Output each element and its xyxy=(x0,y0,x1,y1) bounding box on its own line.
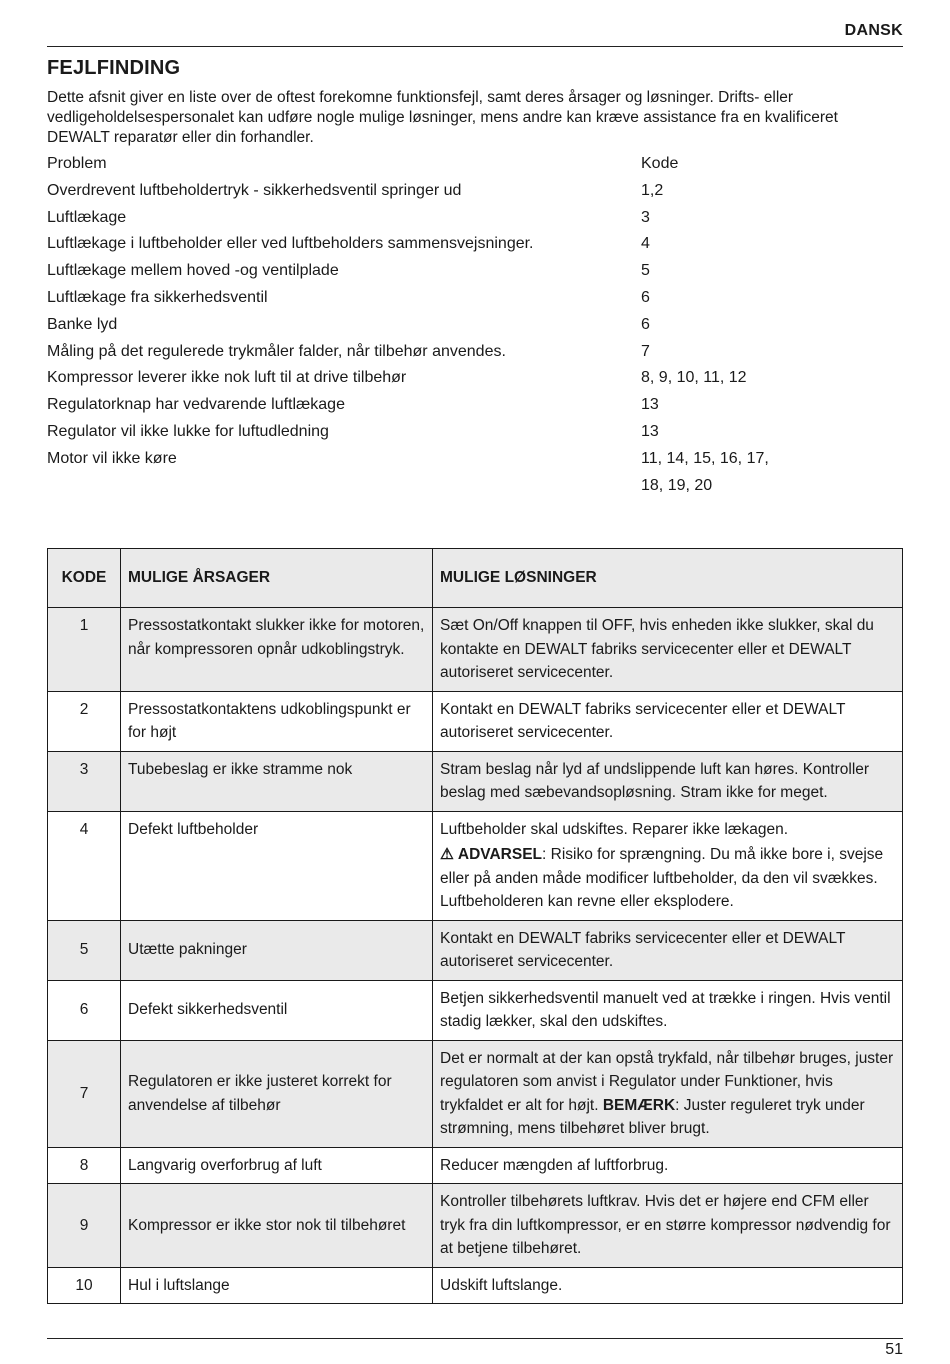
cell-solution xyxy=(433,811,903,920)
problem-code: 13 xyxy=(641,422,659,440)
problem-row xyxy=(47,285,897,312)
problem-code-continuation: 18, 19, 20 xyxy=(641,476,713,494)
language-label: DANSK xyxy=(844,22,903,39)
problem-list xyxy=(47,151,897,499)
solution-text: Luftbeholder skal udskiftes. Reparer ikke lækagen. xyxy=(440,820,789,838)
problem-text: Luftlækage i luftbeholder eller ved luftbeholders sammensvejsninger. xyxy=(47,235,534,253)
table-row xyxy=(48,920,903,980)
problem-code: 8, 9, 10, 11, 12 xyxy=(641,369,747,387)
col-header-causes: MULIGE ÅRSAGER xyxy=(121,549,433,608)
header-rule xyxy=(47,46,903,47)
problem-code: 5 xyxy=(641,262,650,280)
problem-code: 7 xyxy=(641,342,650,360)
solution-text: Reducer mængden af luftforbrug. xyxy=(440,1156,669,1174)
problem-text: Overdrevent luftbeholdertryk - sikkerhedsventil springer ud xyxy=(47,181,462,199)
solution-text: Udskift luftslange. xyxy=(440,1276,563,1294)
solution-text: Kontroller tilbehørets luftkrav. Hvis det er højere end CFM eller tryk fra din luftkompressor, er en større kompressor nødvendig for at betjene tilbehøret. xyxy=(440,1193,891,1257)
problem-row xyxy=(47,258,897,285)
table-row xyxy=(48,811,903,920)
page-number: 51 xyxy=(885,1341,903,1358)
warning-label: ADVARSEL xyxy=(457,846,543,863)
problem-row xyxy=(47,178,897,205)
cell-solution xyxy=(433,1147,903,1184)
cell-code: 10 xyxy=(48,1267,121,1304)
problem-code: 3 xyxy=(641,208,650,226)
cell-code: 9 xyxy=(48,1184,121,1268)
table-row xyxy=(48,1267,903,1304)
cell-cause: Defekt luftbeholder xyxy=(121,811,433,920)
cell-code: 5 xyxy=(48,920,121,980)
problem-code: 11, 14, 15, 16, 17, xyxy=(641,449,769,467)
problem-row xyxy=(47,446,897,473)
table-row xyxy=(48,980,903,1040)
cell-code: 6 xyxy=(48,980,121,1040)
cell-cause: Kompressor er ikke stor nok til tilbehøret xyxy=(121,1184,433,1268)
problem-code: 13 xyxy=(641,396,659,414)
cell-code: 4 xyxy=(48,811,121,920)
table-row xyxy=(48,691,903,751)
cell-solution xyxy=(433,1184,903,1268)
solution-text: Sæt On/Off knappen til OFF, hvis enheden ikke slukker, skal du kontakte en DEWALT fabriks servicecenter eller et DEWALT autoriseret servicecenter. xyxy=(440,617,874,681)
cell-solution xyxy=(433,980,903,1040)
problem-code: 4 xyxy=(641,235,650,253)
cell-solution xyxy=(433,691,903,751)
table-header-row xyxy=(48,549,903,608)
problem-text: Regulator vil ikke lukke for luftudledning xyxy=(47,422,329,440)
warning-triangle-icon: ⚠ xyxy=(440,846,454,863)
cell-cause: Langvarig overforbrug af luft xyxy=(121,1147,433,1184)
cell-solution xyxy=(433,608,903,692)
footer-rule xyxy=(47,1338,903,1339)
troubleshooting-table xyxy=(47,548,903,1304)
problem-header: Problem xyxy=(47,155,107,172)
cell-cause: Defekt sikkerhedsventil xyxy=(121,980,433,1040)
problem-row xyxy=(47,339,897,366)
problem-row xyxy=(47,231,897,258)
problem-text: Kompressor leverer ikke nok luft til at drive tilbehør xyxy=(47,369,407,387)
cell-code: 2 xyxy=(48,691,121,751)
cell-code: 8 xyxy=(48,1147,121,1184)
warning-text: : Risiko for sprængning. Du må ikke bore i, svejse eller på anden måde modificer luftbeholder, da den vil svækkes. Luftbeholderen kan revne eller eksplodere. xyxy=(440,846,884,910)
problem-code: 1,2 xyxy=(641,181,664,199)
problem-text: Luftlækage mellem hoved -og ventilplade xyxy=(47,262,339,280)
cell-code: 1 xyxy=(48,608,121,692)
note-label: BEMÆRK xyxy=(602,1096,676,1114)
intro-paragraph: Dette afsnit giver en liste over de oftest forekomne funktionsfejl, samt deres årsager og løsninger. Drifts- eller vedligeholdelsespersonalet kan udføre nogle mulige løsninger, mens andre kan kræve assistance fra en kvalificeret DEWALT reparatør eller din forhandler. xyxy=(47,89,838,146)
problem-row xyxy=(47,365,897,392)
problem-list-header xyxy=(47,151,897,178)
cell-cause: Pressostatkontakt slukker ikke for motoren, når kompressoren opnår udkoblingstryk. xyxy=(121,608,433,692)
code-header: Kode xyxy=(641,155,679,172)
cell-solution xyxy=(433,751,903,811)
problem-text: Banke lyd xyxy=(47,315,118,333)
problem-row xyxy=(47,312,897,339)
solution-text: Kontakt en DEWALT fabriks servicecenter eller et DEWALT autoriseret servicecenter. xyxy=(440,700,846,741)
solution-text: Betjen sikkerhedsventil manuelt ved at trække i ringen. Hvis ventil stadig lækker, skal den udskiftes. xyxy=(440,989,891,1030)
problem-code: 6 xyxy=(641,288,650,306)
col-header-code: KODE xyxy=(48,549,121,608)
problem-text: Luftlækage fra sikkerhedsventil xyxy=(47,288,268,306)
solution-text: Det er normalt at der kan opstå trykfald, når tilbehør bruges, juster regulatoren som anvist i Regulator under Funktioner, hvis trykfaldet er alt for højt. xyxy=(440,1049,894,1114)
problem-row xyxy=(47,205,897,232)
cell-cause: Hul i luftslange xyxy=(121,1267,433,1304)
solution-text: Stram beslag når lyd af undslippende luft kan høres. Kontroller beslag med sæbevandsopløsning. Stram ikke for meget. xyxy=(440,760,870,801)
solution-text: Kontakt en DEWALT fabriks servicecenter eller et DEWALT autoriseret servicecenter. xyxy=(440,929,846,970)
table-row xyxy=(48,1184,903,1268)
note-text: : Juster reguleret tryk under strømning, mens tilbehøret bliver brugt. xyxy=(440,1096,865,1137)
problem-code-continuation-row xyxy=(47,473,897,500)
problem-text: Motor vil ikke køre xyxy=(47,449,177,467)
problem-row xyxy=(47,419,897,446)
cell-cause: Pressostatkontaktens udkoblingspunkt er for højt xyxy=(121,691,433,751)
cell-solution xyxy=(433,1040,903,1147)
cell-cause: Tubebeslag er ikke stramme nok xyxy=(121,751,433,811)
table-row xyxy=(48,1147,903,1184)
table-row xyxy=(48,1040,903,1147)
problem-code: 6 xyxy=(641,315,650,333)
cell-cause: Regulatoren er ikke justeret korrekt for anvendelse af tilbehør xyxy=(121,1040,433,1147)
problem-text: Regulatorknap har vedvarende luftlækage xyxy=(47,396,345,414)
problem-row xyxy=(47,392,897,419)
problem-text: Luftlækage xyxy=(47,208,127,226)
table-row xyxy=(48,751,903,811)
cell-cause: Utætte pakninger xyxy=(121,920,433,980)
cell-code: 3 xyxy=(48,751,121,811)
section-title: FEJLFINDING xyxy=(47,57,181,79)
table-row xyxy=(48,608,903,692)
cell-solution xyxy=(433,1267,903,1304)
col-header-solutions: MULIGE LØSNINGER xyxy=(433,549,903,608)
problem-text: Måling på det regulerede trykmåler falder, når tilbehør anvendes. xyxy=(47,342,506,360)
warning-block xyxy=(440,843,895,914)
cell-solution xyxy=(433,920,903,980)
cell-code: 7 xyxy=(48,1040,121,1147)
